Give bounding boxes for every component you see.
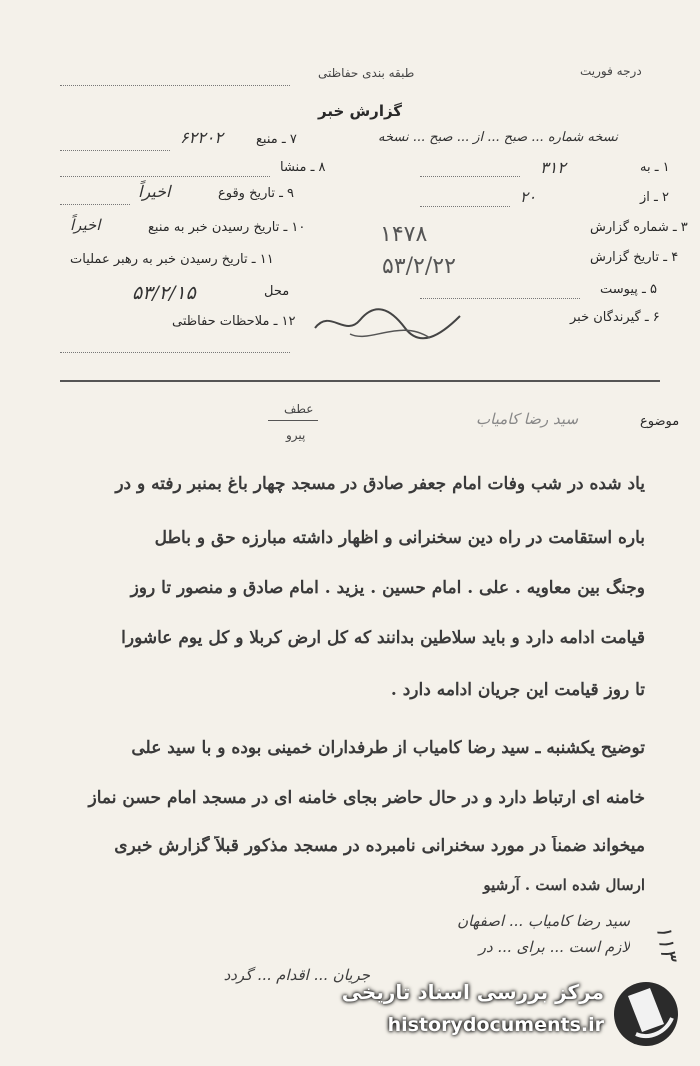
report-number-stamp: ۱۴۷۸ (380, 222, 428, 247)
subject-value: سید رضا کامیاب (476, 410, 579, 428)
field-received-leader-label: ۱۱ ـ تاریخ رسیدن خبر به رهبر عملیات (70, 252, 274, 267)
classification-label: طبقه بندی حفاظتی (318, 66, 415, 80)
field-attachment-label: ۵ ـ پیوست (600, 282, 657, 297)
explanation-line: ارسال شده است . آرشیو (483, 876, 645, 894)
field-recipients-label: ۶ ـ گیرندگان خبر (570, 310, 660, 325)
field-report-number-label: ۳ ـ شماره گزارش (590, 220, 688, 235)
explanation-line: توضیح یکشنبه ـ سید رضا کامیاب از طرفداران خمینی بوده و با سید علی (131, 738, 645, 758)
field-dots (420, 176, 520, 177)
header-divider (60, 380, 660, 382)
signature-scrawl (310, 298, 470, 348)
handwritten-line: لازم است ... برای ... در (478, 938, 630, 956)
field-dots (60, 176, 270, 177)
report-date-stamp: ۵۳/۲/۲۲ (382, 254, 456, 279)
archive-logo-icon (610, 974, 682, 1052)
body-line: یاد شده در شب وفات امام جعفر صادق در مسجد چهار باغ بمنبر رفته و در (115, 474, 645, 494)
side-note: ۱۱۳ (650, 922, 682, 963)
watermark-url: historydocuments.ir (387, 1014, 604, 1036)
field-dots (420, 206, 510, 207)
field-place-value: ۵۳/۲/۱۵ (132, 282, 196, 304)
explanation-line: خامنه ای ارتباط دارد و در حال حاضر بجای خامنه ای در مسجد امام حسن نماز (88, 788, 645, 808)
body-line: قیامت ادامه دارد و باید سلاطین بدانند که کل ارض کربلا و کل یوم عاشورا (121, 628, 645, 648)
reference-divider (268, 420, 318, 421)
explanation-line: میخواند ضمناً در مورد سخنرانی نامبرده در مسجد مذکور قبلاً گزارش خبری (114, 836, 645, 856)
field-received-source-label: ۱۰ ـ تاریخ رسیدن خبر به منبع (148, 220, 306, 235)
handwritten-line: سید رضا کامیاب ... اصفهان (457, 912, 630, 930)
atf-label: عطف (284, 402, 314, 416)
classification-dots (60, 85, 290, 86)
field-dots (60, 352, 290, 353)
field-from-label: ۲ ـ از (640, 190, 669, 205)
field-security-label: ۱۲ ـ ملاحظات حفاظتی (172, 314, 296, 329)
field-report-date-label: ۴ ـ تاریخ گزارش (590, 250, 679, 265)
field-to-value: ۳۱۲ (540, 158, 566, 177)
body-line: وجنگ بین معاویه . علی . امام حسین . یزید . امام صادق و منصور تا روز (130, 578, 645, 598)
field-source-value: ۶۲۲۰۲ (180, 128, 223, 147)
field-received-source-value: اخیراً (70, 216, 101, 234)
field-source-label: ۷ ـ منبع (256, 132, 297, 147)
watermark-logo (302, 968, 682, 1058)
field-place-label: محل (264, 284, 290, 299)
subject-label: موضوع (640, 414, 680, 429)
field-dots (60, 204, 130, 205)
field-from-value: ۲۰ (520, 188, 537, 206)
report-title: گزارش خبر (318, 102, 403, 120)
priority-label: درجه فوریت (580, 64, 642, 78)
field-occurrence-label: ۹ ـ تاریخ وقوع (218, 186, 295, 201)
field-origin-label: ۸ ـ منشا (280, 160, 326, 175)
body-line: باره استقامت در راه دین سخنرانی و اظهار داشته مبارزه حق و باطل (154, 528, 645, 548)
field-to-label: ۱ ـ به (640, 160, 670, 175)
peyro-label: پیرو (286, 428, 306, 442)
watermark-title: مرکز بررسی اسناد تاریخی (341, 980, 604, 1004)
field-occurrence-value: اخیراً (138, 182, 171, 201)
field-dots (60, 150, 170, 151)
copy-line: نسخه شماره ... صبح ... از ... صبح ... نسخه (378, 130, 618, 145)
handwritten-line: جریان ... اقدام ... گردد (223, 966, 370, 984)
body-line: تا روز قیامت این جریان ادامه دارد . (390, 680, 645, 700)
